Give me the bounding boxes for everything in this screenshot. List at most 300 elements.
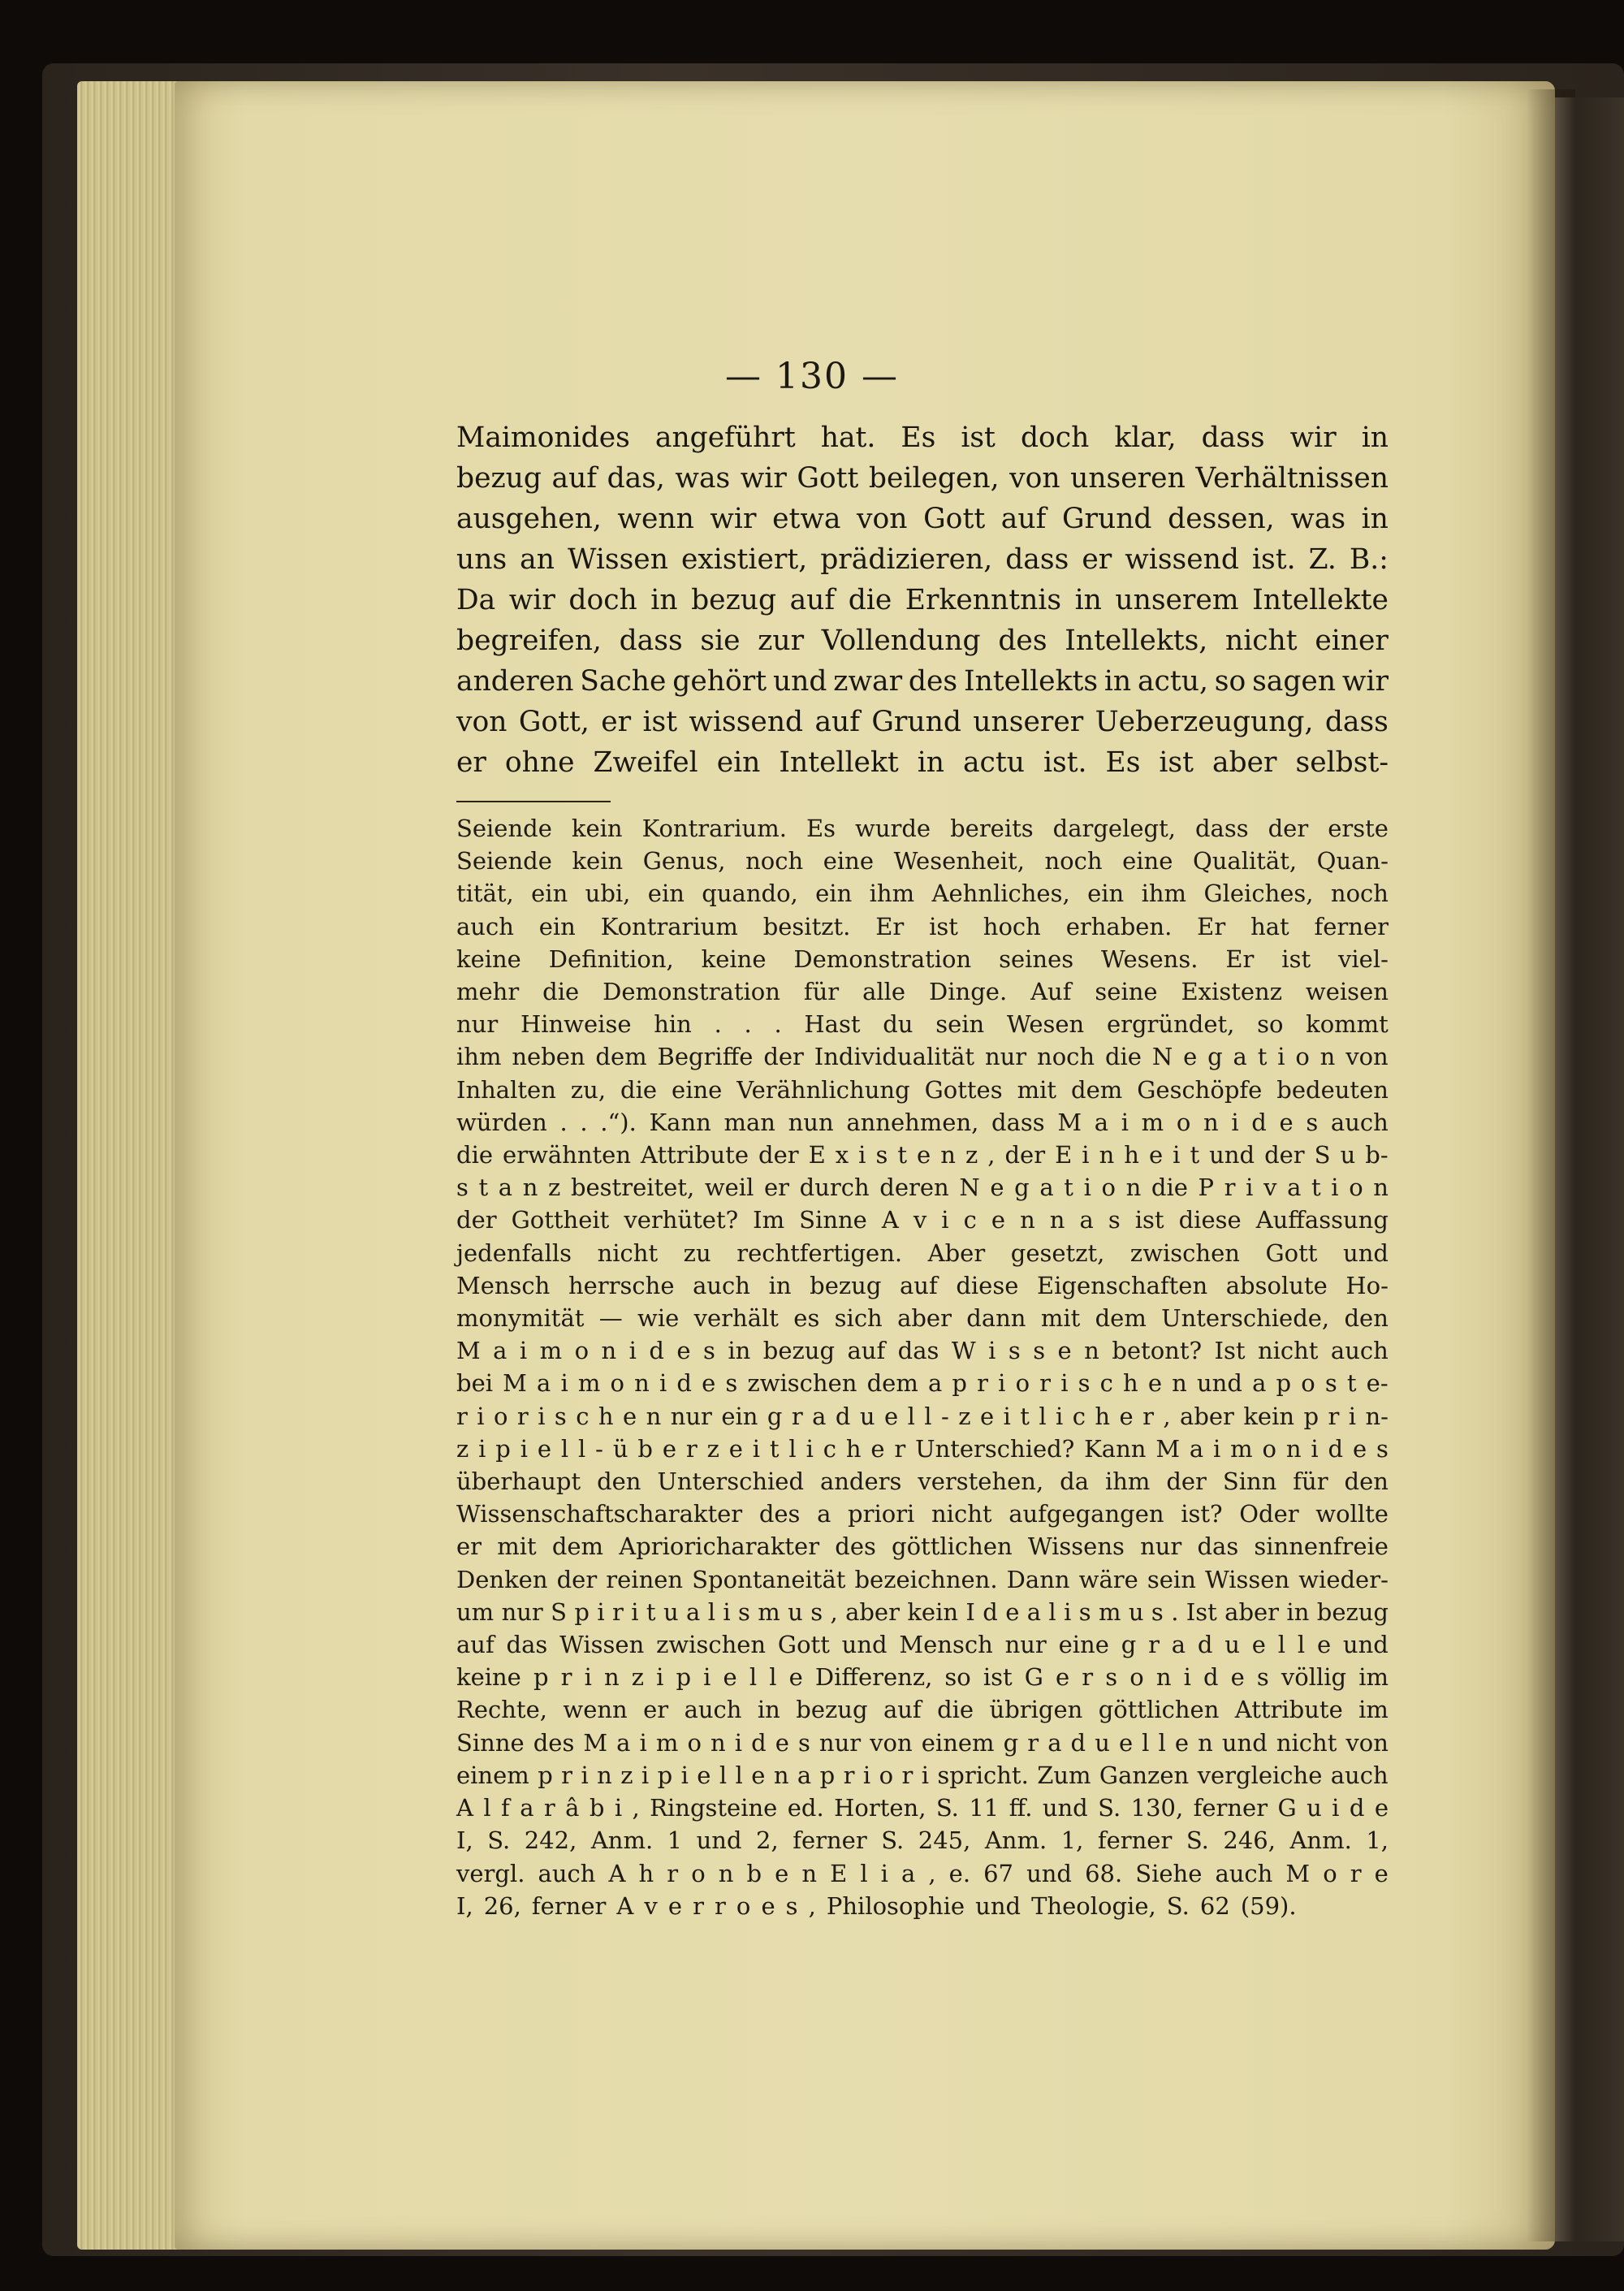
word: ein bbox=[815, 880, 853, 908]
word: a bbox=[797, 1761, 812, 1789]
word: Dinge. bbox=[929, 978, 1008, 1006]
word: i bbox=[659, 1369, 667, 1398]
word: ausgehen, bbox=[456, 503, 602, 535]
word: Ringsteine bbox=[650, 1794, 778, 1822]
word: Ganzen bbox=[1099, 1761, 1190, 1789]
word: M bbox=[583, 1728, 608, 1757]
word: s bbox=[1033, 1337, 1046, 1365]
word: ü bbox=[612, 1434, 628, 1463]
word: e bbox=[702, 1369, 716, 1398]
word: er bbox=[456, 1532, 482, 1561]
word: Intellekts bbox=[963, 665, 1099, 698]
word: s bbox=[810, 1597, 823, 1626]
word: dem bbox=[595, 1043, 647, 1071]
word: e bbox=[788, 1663, 803, 1692]
word: einem bbox=[921, 1728, 995, 1757]
word: hin bbox=[654, 1010, 692, 1039]
word: .“). bbox=[600, 1108, 637, 1136]
word: mit bbox=[1017, 1075, 1057, 1104]
word: wissend bbox=[689, 706, 804, 738]
word: nicht bbox=[1276, 1728, 1337, 1757]
word: ein bbox=[716, 746, 761, 779]
page-edges bbox=[77, 81, 191, 2250]
word: auch bbox=[693, 1271, 750, 1299]
footnote-line bbox=[456, 1693, 1389, 1726]
word: r bbox=[612, 1597, 624, 1626]
word: selbst- bbox=[1295, 746, 1389, 779]
word: i bbox=[656, 1663, 664, 1692]
word: l bbox=[1039, 1402, 1047, 1430]
word: der bbox=[1166, 1468, 1207, 1496]
word: Zum bbox=[1037, 1761, 1091, 1789]
word: g bbox=[1207, 1043, 1223, 1071]
word: r bbox=[516, 1402, 529, 1430]
word: s bbox=[1105, 1663, 1118, 1692]
word: n bbox=[1172, 1369, 1187, 1398]
word: n bbox=[1099, 1141, 1115, 1169]
word: gesetzt, bbox=[1010, 1238, 1105, 1267]
word: göttlichen bbox=[1098, 1696, 1220, 1724]
word: kommt bbox=[1306, 1010, 1389, 1039]
word: s bbox=[1256, 1663, 1269, 1692]
word: n bbox=[1285, 1434, 1302, 1463]
word: e bbox=[979, 1402, 995, 1430]
word: auf bbox=[1000, 503, 1047, 535]
word: s bbox=[1324, 1369, 1337, 1398]
word: Es bbox=[806, 815, 836, 842]
word: unseren bbox=[1070, 462, 1186, 495]
word: Gott, bbox=[518, 706, 590, 738]
word: Seiende bbox=[456, 847, 552, 875]
word: e bbox=[1352, 1434, 1367, 1463]
word: den bbox=[1344, 1468, 1389, 1496]
word: p bbox=[657, 1761, 673, 1789]
footnote-line bbox=[456, 1792, 1389, 1824]
word: S. bbox=[1098, 1794, 1121, 1822]
word: 2, bbox=[756, 1826, 779, 1855]
footnote-line bbox=[456, 1530, 1389, 1563]
word: a bbox=[520, 1794, 534, 1822]
word: 130, bbox=[1130, 1794, 1184, 1822]
footnote-line bbox=[456, 1465, 1389, 1498]
word: z bbox=[958, 1402, 971, 1430]
word: tität, bbox=[456, 880, 514, 908]
word: i bbox=[1311, 1434, 1319, 1463]
word: übrigen bbox=[989, 1696, 1083, 1724]
word: E bbox=[830, 1859, 848, 1887]
word: nicht bbox=[1224, 625, 1298, 657]
word: n bbox=[646, 1402, 662, 1430]
word: auch bbox=[1215, 1859, 1273, 1887]
footnote-text bbox=[456, 812, 1389, 1922]
word: diese bbox=[956, 1271, 1019, 1299]
footnote-line bbox=[456, 1302, 1389, 1334]
word: i bbox=[1121, 1108, 1129, 1136]
word: i bbox=[519, 1337, 528, 1365]
page-number: — 130 — bbox=[725, 356, 899, 397]
main-line bbox=[456, 499, 1389, 539]
word: r bbox=[693, 1891, 704, 1920]
word: und bbox=[1342, 1631, 1389, 1659]
word: Vollendung bbox=[821, 625, 981, 657]
word: ff. bbox=[1009, 1794, 1033, 1822]
footnote-line bbox=[456, 1824, 1389, 1857]
word: o bbox=[1262, 1434, 1276, 1463]
word: auch bbox=[456, 912, 514, 940]
word: bei bbox=[456, 1369, 494, 1398]
word: n bbox=[1084, 1337, 1099, 1365]
word: ergründet, bbox=[1106, 1010, 1235, 1039]
word: i bbox=[862, 1761, 871, 1789]
word: noch bbox=[1037, 1043, 1095, 1071]
word: Ho- bbox=[1345, 1271, 1389, 1299]
word: S. bbox=[1186, 1826, 1209, 1855]
word: e bbox=[1183, 1043, 1198, 1071]
word: Gott bbox=[777, 1631, 830, 1659]
word: 62 bbox=[1199, 1891, 1230, 1920]
word: völlig bbox=[1281, 1663, 1347, 1692]
word: dass bbox=[1324, 706, 1389, 738]
word: a bbox=[1079, 1206, 1094, 1234]
word: unserer bbox=[973, 706, 1084, 738]
word: Verhältnissen bbox=[1195, 462, 1389, 495]
word: dass bbox=[1194, 815, 1249, 842]
word: in bbox=[1361, 421, 1389, 454]
word: n bbox=[1320, 1043, 1336, 1071]
word: Intellekts, bbox=[1065, 625, 1208, 657]
word: Gott bbox=[1265, 1238, 1318, 1267]
word: bezug bbox=[810, 1271, 882, 1299]
word: d bbox=[1328, 1434, 1344, 1463]
word: noch bbox=[1330, 880, 1389, 908]
word: l bbox=[735, 1761, 743, 1789]
word: Gottheit bbox=[511, 1206, 610, 1234]
word: was bbox=[1290, 503, 1346, 535]
footnote-line bbox=[456, 1106, 1389, 1139]
word: h bbox=[1095, 1402, 1111, 1430]
footnote-line bbox=[456, 877, 1389, 910]
word: Anm. bbox=[590, 1826, 654, 1855]
word: a bbox=[537, 1369, 551, 1398]
word: den bbox=[597, 1468, 641, 1496]
word: der bbox=[456, 1206, 497, 1234]
word: o bbox=[1323, 1859, 1337, 1887]
word: aufgegangen bbox=[1009, 1500, 1164, 1528]
word: Mensch bbox=[899, 1631, 993, 1659]
word: wenn bbox=[563, 1696, 628, 1724]
word: ist bbox=[642, 706, 678, 738]
word: und bbox=[1042, 1794, 1088, 1822]
word: besitzt. bbox=[762, 912, 851, 940]
word: B.: bbox=[1349, 543, 1389, 576]
word: des bbox=[998, 625, 1047, 657]
word: nicht bbox=[931, 1500, 992, 1528]
word: 26, bbox=[483, 1891, 521, 1920]
footnote-line bbox=[456, 1040, 1389, 1073]
word: ein bbox=[721, 1402, 758, 1430]
word: dargelegt, bbox=[1052, 815, 1176, 842]
word: t bbox=[1311, 1174, 1321, 1202]
word: im bbox=[1358, 1696, 1389, 1724]
word: n bbox=[522, 1174, 538, 1202]
word: , bbox=[1163, 1402, 1171, 1430]
word: und bbox=[1197, 1369, 1242, 1398]
word: d bbox=[1197, 1631, 1213, 1659]
footnote-line bbox=[456, 1890, 1389, 1922]
word: l bbox=[1048, 1597, 1056, 1626]
word: dass bbox=[1201, 421, 1265, 454]
word: M bbox=[1057, 1108, 1082, 1136]
word: i bbox=[478, 1434, 486, 1463]
word: dem bbox=[551, 1532, 604, 1561]
word: a bbox=[817, 1500, 831, 1528]
word: von bbox=[456, 706, 508, 738]
word: o bbox=[574, 1337, 590, 1365]
word: und bbox=[975, 1891, 1021, 1920]
word: d bbox=[1070, 1728, 1086, 1757]
word: 11 bbox=[969, 1794, 1000, 1822]
word: S. bbox=[935, 1794, 959, 1822]
word: i bbox=[998, 1369, 1006, 1398]
word: z bbox=[631, 1663, 645, 1692]
word: e- bbox=[1366, 1369, 1389, 1398]
word: jedenfalls bbox=[456, 1238, 572, 1267]
word: neben bbox=[512, 1043, 585, 1071]
word: n bbox=[1373, 1174, 1389, 1202]
word: göttlichen bbox=[892, 1532, 1013, 1561]
word: r bbox=[894, 1434, 906, 1463]
word: betont? bbox=[1112, 1337, 1203, 1365]
word: und bbox=[841, 1631, 888, 1659]
word: . bbox=[559, 1108, 568, 1136]
word: 1, bbox=[1366, 1826, 1389, 1855]
word: aber bbox=[1212, 746, 1277, 779]
word: von bbox=[857, 503, 908, 535]
word: Auf bbox=[1030, 978, 1072, 1006]
footnote-line bbox=[456, 1661, 1389, 1693]
word: eine bbox=[1058, 1631, 1109, 1659]
word: g bbox=[1003, 1728, 1019, 1757]
word: herrsche bbox=[568, 1271, 675, 1299]
footnote-line bbox=[456, 1204, 1389, 1236]
word: e bbox=[1251, 1631, 1266, 1659]
word: o bbox=[494, 1402, 508, 1430]
word: h bbox=[598, 1402, 614, 1430]
word: e bbox=[1118, 1728, 1134, 1757]
word: von bbox=[1345, 1728, 1389, 1757]
word: ferner bbox=[1097, 1826, 1173, 1855]
word: Anm. bbox=[1289, 1826, 1352, 1855]
word: p bbox=[819, 1761, 836, 1789]
word: . bbox=[1171, 1597, 1179, 1626]
word: Sinne bbox=[456, 1728, 525, 1757]
footnote-rule bbox=[456, 801, 611, 802]
word: o bbox=[1101, 1174, 1116, 1202]
word: hat. bbox=[820, 421, 876, 454]
word: , bbox=[808, 1891, 816, 1920]
word: f bbox=[501, 1794, 510, 1822]
word: a bbox=[616, 1728, 631, 1757]
word: e bbox=[1148, 1141, 1164, 1169]
word: Differenz, bbox=[814, 1663, 933, 1692]
word: würden bbox=[456, 1108, 547, 1136]
word: Existenz bbox=[1181, 978, 1282, 1006]
word: a bbox=[686, 1597, 701, 1626]
word: o bbox=[1301, 1369, 1315, 1398]
word: p bbox=[676, 1663, 692, 1692]
word: i bbox=[597, 1597, 605, 1626]
word: verhält bbox=[693, 1304, 779, 1333]
word: P bbox=[1198, 1174, 1215, 1202]
word: Er bbox=[1197, 912, 1226, 940]
word: t bbox=[769, 1434, 780, 1463]
word: t bbox=[646, 1597, 656, 1626]
word: e bbox=[761, 1891, 775, 1920]
word: , bbox=[987, 1141, 996, 1169]
word: Definition, bbox=[548, 944, 674, 973]
word: i bbox=[1060, 1369, 1069, 1398]
word: Ist bbox=[1186, 1597, 1217, 1626]
word: b bbox=[637, 1434, 653, 1463]
word: s bbox=[1108, 1206, 1121, 1234]
word: er bbox=[643, 1696, 669, 1724]
word: actu, bbox=[1137, 665, 1208, 698]
word: und bbox=[1343, 1238, 1389, 1267]
word: ferner bbox=[1193, 1794, 1268, 1822]
word: Wissens bbox=[1027, 1532, 1125, 1561]
word: - bbox=[595, 1434, 603, 1463]
word: r bbox=[843, 1761, 855, 1789]
word: s bbox=[1078, 1369, 1091, 1398]
word: sinnenfreie bbox=[1254, 1532, 1389, 1561]
word: des bbox=[758, 1500, 801, 1528]
word: Intellekte bbox=[1252, 584, 1389, 616]
word: — bbox=[598, 1304, 623, 1333]
footnote-line bbox=[456, 812, 1389, 845]
word: Es bbox=[1105, 746, 1141, 779]
word: der bbox=[763, 1043, 804, 1071]
word: aber bbox=[845, 1597, 900, 1626]
word: r bbox=[543, 1794, 555, 1822]
word: aber bbox=[1180, 1402, 1234, 1430]
word: die bbox=[937, 1696, 974, 1724]
word: Oder bbox=[1239, 1500, 1299, 1528]
word: Quan- bbox=[1316, 847, 1389, 875]
word: was bbox=[675, 462, 731, 495]
word: r bbox=[715, 1891, 726, 1920]
word: i bbox=[584, 1663, 592, 1692]
word: e bbox=[1316, 1631, 1332, 1659]
word: noch bbox=[745, 847, 804, 875]
word: Wissen bbox=[1204, 1565, 1290, 1593]
word: a bbox=[1233, 1043, 1247, 1071]
word: Seiende bbox=[456, 815, 552, 842]
word: n- bbox=[1365, 1402, 1389, 1430]
word: keine bbox=[701, 944, 767, 973]
word: i bbox=[1056, 1402, 1064, 1430]
word: dass bbox=[619, 625, 683, 657]
word: N bbox=[1151, 1043, 1173, 1071]
word: o bbox=[1349, 1174, 1363, 1202]
word: i bbox=[1231, 1108, 1239, 1136]
word: einem bbox=[456, 1761, 529, 1789]
word: dem bbox=[1071, 1075, 1123, 1104]
word: l bbox=[749, 1663, 758, 1692]
word: Anm. bbox=[984, 1826, 1047, 1855]
footnote-line bbox=[456, 1857, 1389, 1890]
word: i bbox=[538, 1402, 546, 1430]
word: nur bbox=[501, 1597, 543, 1626]
word: um bbox=[456, 1597, 495, 1626]
word: , bbox=[632, 1794, 640, 1822]
word: priori bbox=[848, 1500, 915, 1528]
word: einer bbox=[1315, 625, 1389, 657]
word: spricht. bbox=[937, 1761, 1029, 1789]
word: c bbox=[963, 1206, 977, 1234]
main-line bbox=[456, 539, 1389, 580]
word: A bbox=[456, 1794, 473, 1822]
word: o bbox=[1129, 1663, 1144, 1692]
word: doch bbox=[568, 584, 637, 616]
word: ferner bbox=[531, 1891, 607, 1920]
word: nun bbox=[788, 1108, 834, 1136]
word: Genus, bbox=[642, 847, 726, 875]
word: anderen bbox=[456, 665, 574, 698]
word: r bbox=[1039, 1369, 1052, 1398]
word: sie bbox=[700, 625, 741, 657]
word: so bbox=[1257, 1010, 1284, 1039]
word: rechtfertigen. bbox=[736, 1238, 903, 1267]
word: Wesen bbox=[1006, 1010, 1085, 1039]
word: e bbox=[1279, 1108, 1294, 1136]
word: gehört bbox=[672, 665, 767, 698]
word: i bbox=[723, 1597, 731, 1626]
footnote-line bbox=[456, 943, 1389, 975]
footnote-line bbox=[456, 1498, 1389, 1530]
word: r bbox=[1148, 1631, 1160, 1659]
word: er bbox=[456, 746, 486, 779]
word: zwischen bbox=[747, 1369, 857, 1398]
word: b bbox=[746, 1859, 762, 1887]
word: r bbox=[667, 1859, 679, 1887]
word: und bbox=[1026, 1859, 1072, 1887]
word: i bbox=[921, 1761, 929, 1789]
word: so bbox=[944, 1663, 971, 1692]
word: z bbox=[965, 1141, 978, 1169]
word: l bbox=[907, 1402, 915, 1430]
word: M bbox=[1285, 1859, 1311, 1887]
main-line bbox=[456, 580, 1389, 620]
word: Ist bbox=[1214, 1337, 1246, 1365]
word: a bbox=[1171, 1631, 1186, 1659]
word: s bbox=[1376, 1434, 1389, 1463]
word: u bbox=[663, 1597, 679, 1626]
word: e bbox=[622, 1402, 637, 1430]
word: N bbox=[959, 1174, 980, 1202]
main-line bbox=[456, 661, 1389, 702]
word: Hast bbox=[804, 1010, 861, 1039]
word: s bbox=[1078, 1597, 1091, 1626]
word: I bbox=[965, 1597, 975, 1626]
word: d bbox=[649, 1337, 664, 1365]
word: ist bbox=[1134, 1206, 1164, 1234]
word: n bbox=[597, 1761, 612, 1789]
word: p bbox=[1303, 1402, 1320, 1430]
word: - bbox=[941, 1402, 949, 1430]
word: S. bbox=[487, 1826, 511, 1855]
word: bezug bbox=[1316, 1597, 1389, 1626]
word: Verähnlichung bbox=[736, 1075, 910, 1104]
